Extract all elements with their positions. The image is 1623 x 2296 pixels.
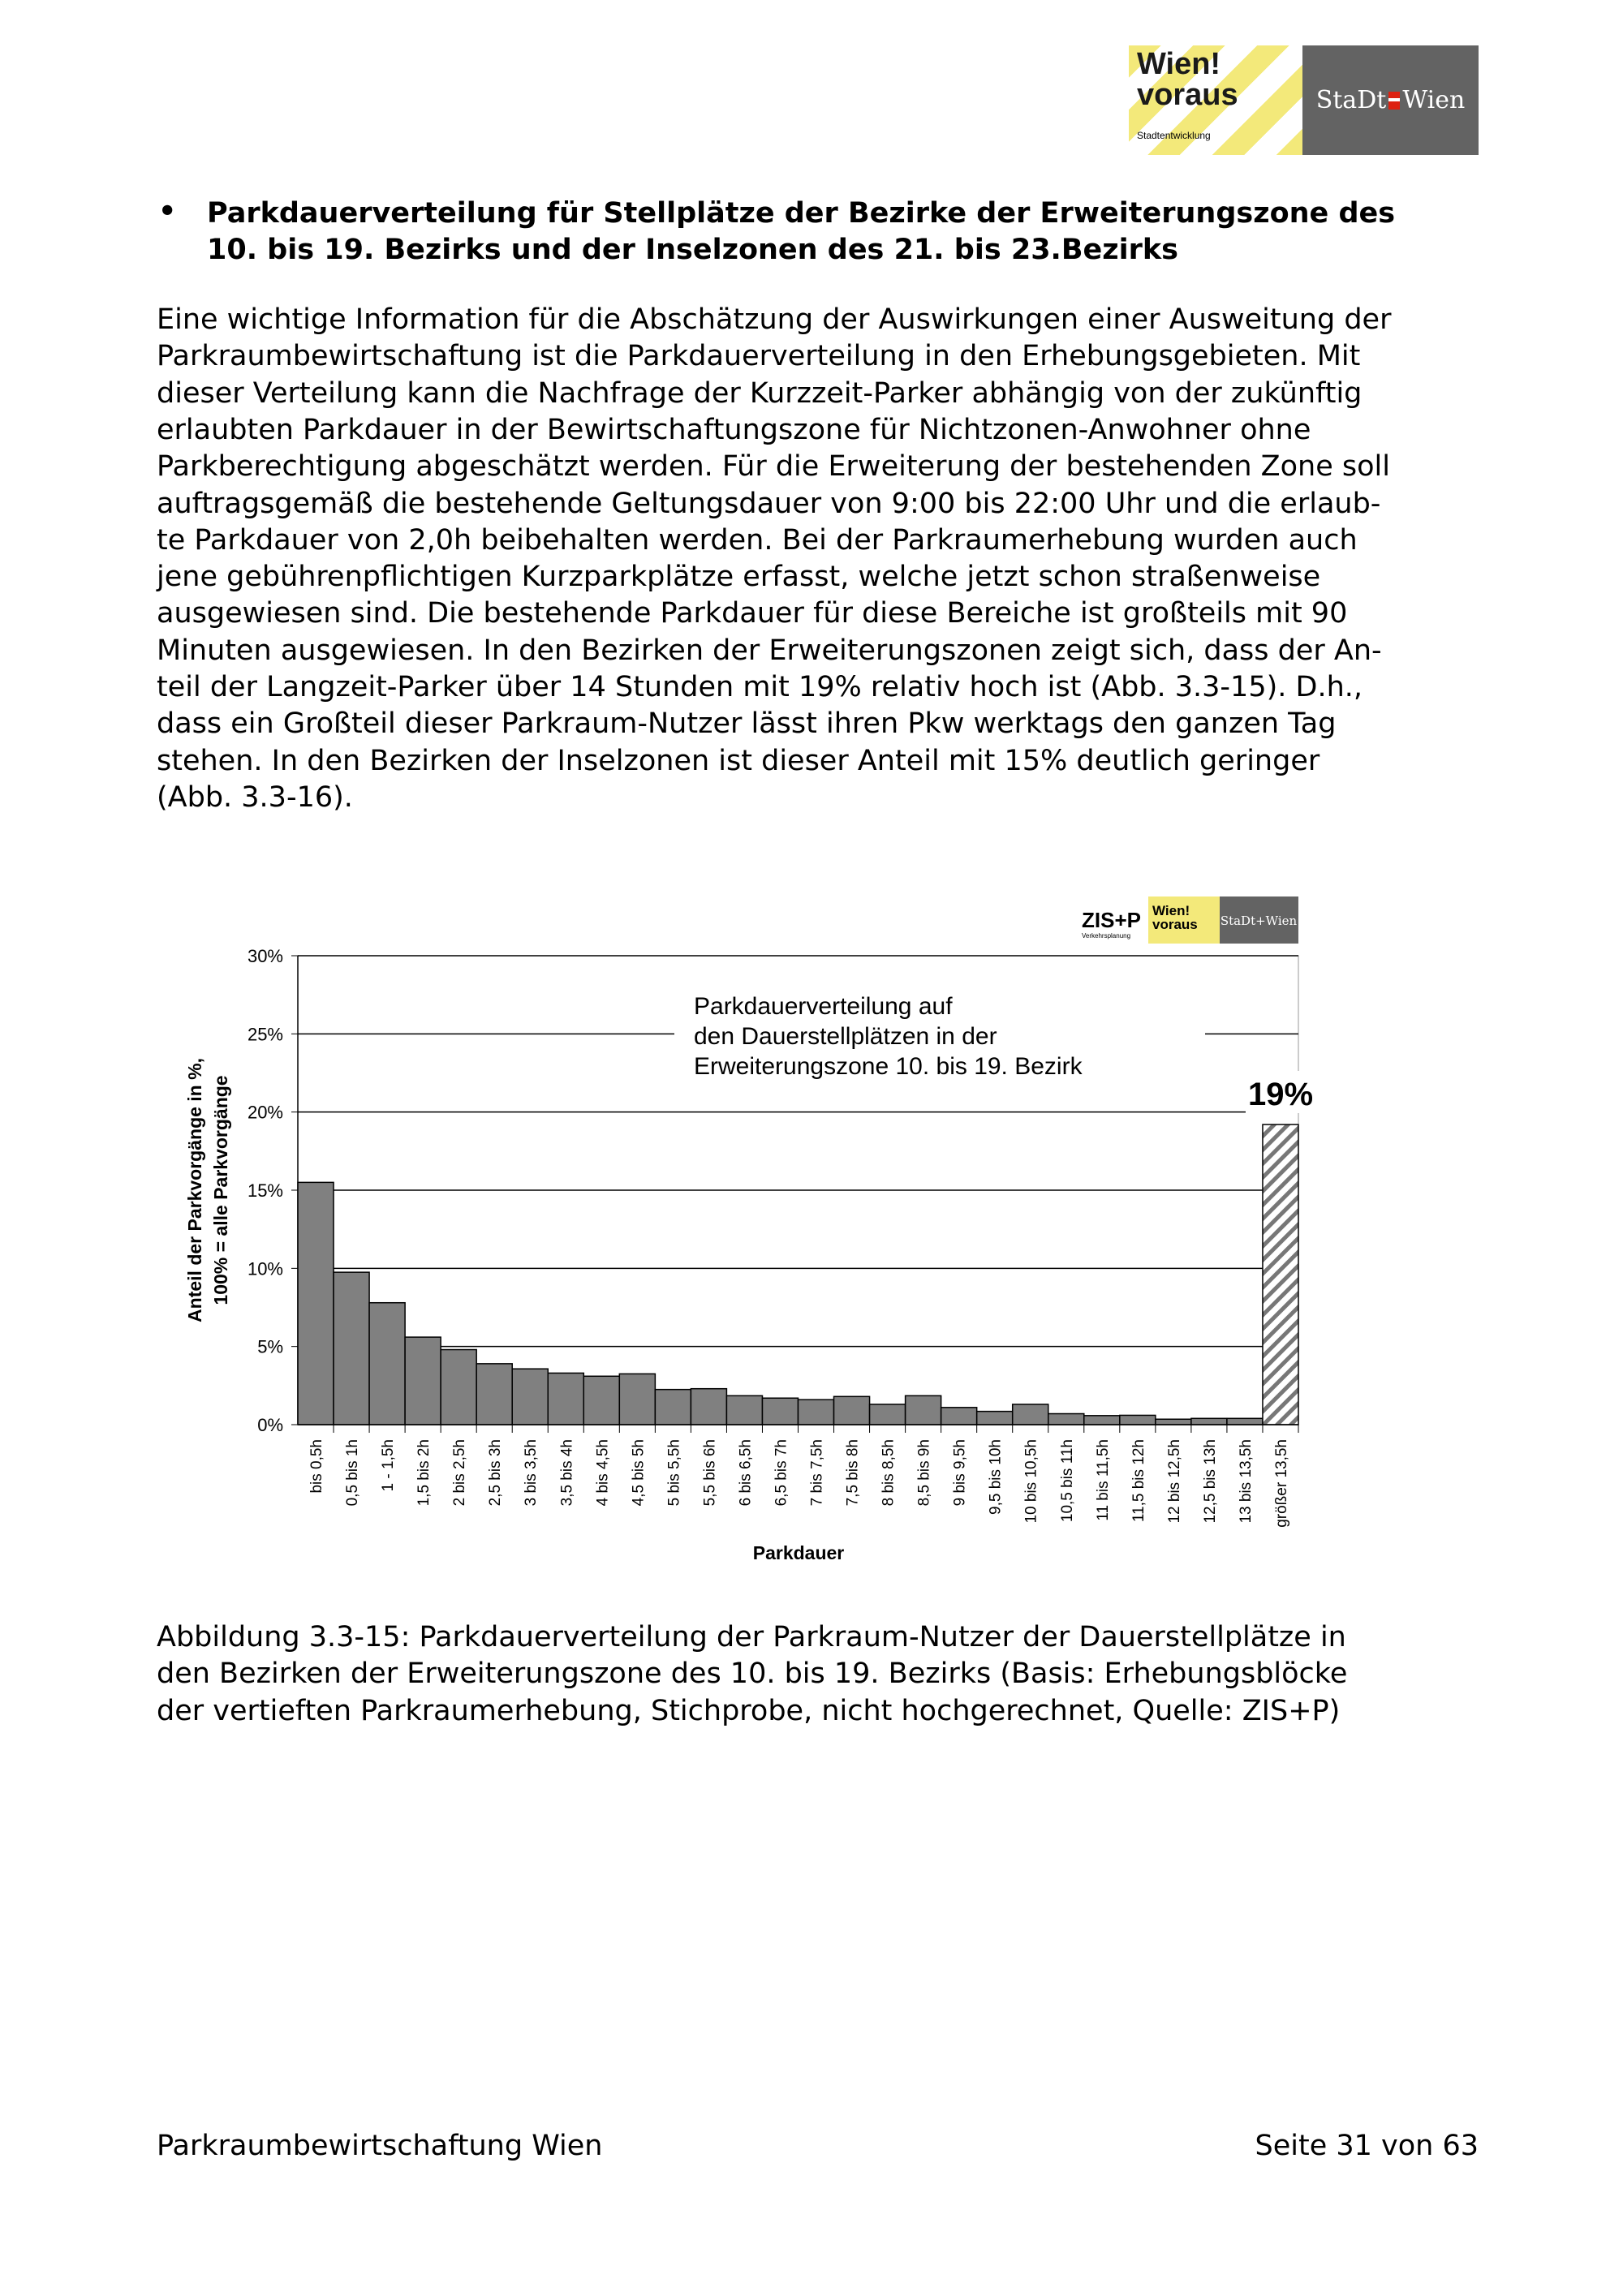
paragraph-line: te Parkdauer von 2,0h beibehalten werden. Bei der Parkraumerhebung wurden auch: [157, 523, 1358, 557]
bar: [691, 1389, 726, 1425]
y-tick-label: 5%: [257, 1336, 283, 1357]
highlight-label: 19%: [1247, 1077, 1314, 1112]
x-tick-label: 12,5 bis 13h: [1201, 1439, 1219, 1524]
chart-title: den Dauerstellplätzen in der: [694, 1023, 997, 1050]
x-tick-label: 1 - 1,5h: [380, 1439, 398, 1492]
logo-city: StaDt: [1315, 86, 1387, 114]
bar: [548, 1373, 583, 1425]
bar: [977, 1412, 1013, 1425]
x-tick-label: 10 bis 10,5h: [1022, 1439, 1040, 1524]
bar: [512, 1369, 548, 1425]
x-tick-label: 11,5 bis 12h: [1130, 1439, 1147, 1523]
bar: [1084, 1416, 1120, 1425]
bar: [799, 1400, 834, 1425]
bar: [1156, 1419, 1191, 1425]
footer-left: Parkraumbewirtschaftung Wien: [157, 2130, 603, 2162]
paragraph-line: Eine wichtige Information für die Abschätzung der Auswirkungen einer Ausweitung der: [157, 303, 1392, 336]
y-tick-label: 0%: [257, 1415, 283, 1435]
voraus-small: voraus: [1152, 917, 1198, 932]
x-tick-label: 3,5 bis 4h: [558, 1439, 576, 1507]
y-tick-label: 25%: [247, 1024, 283, 1045]
bar: [441, 1350, 476, 1425]
bar: [726, 1395, 762, 1425]
x-tick-label: 4,5 bis 5h: [630, 1439, 648, 1507]
bar: [334, 1272, 369, 1425]
x-tick-label: 7 bis 7,5h: [808, 1439, 826, 1507]
x-tick-label: 13 bis 13,5h: [1237, 1439, 1255, 1524]
x-tick-label: 2 bis 2,5h: [451, 1439, 469, 1507]
paragraph-line: erlaubten Parkdauer in der Bewirtschaftungszone für Nichtzonen-Anwohner ohne: [157, 413, 1311, 446]
paragraph-line: Minuten ausgewiesen. In den Bezirken der Erweiterungszonen zeigt sich, dass der An-: [157, 634, 1382, 667]
bar: [941, 1408, 977, 1425]
bar: [1227, 1418, 1263, 1425]
paragraph-line: dass ein Großteil dieser Parkraum-Nutzer lässt ihren Pkw werktags den ganzen Tag: [157, 707, 1337, 741]
zisp-logo: ZIS+P: [1082, 908, 1141, 932]
paragraph-line: auftragsgemäß die bestehende Geltungsdauer von 9:00 bis 22:00 Uhr und die erlaub-: [157, 487, 1381, 520]
chart-title: Erweiterungszone 10. bis 19. Bezirk: [694, 1053, 1083, 1080]
x-tick-label: 9,5 bis 10h: [987, 1439, 1005, 1515]
heading-line: 10. bis 19. Bezirks und der Inselzonen des 21. bis 23.Bezirks: [207, 234, 1178, 266]
bar: [906, 1395, 941, 1425]
x-tick-label: 1,5 bis 2h: [415, 1439, 433, 1507]
y-axis-title: Anteil der Parkvorgänge in %,: [184, 1058, 205, 1322]
bar: [870, 1404, 906, 1425]
x-tick-label: 5,5 bis 6h: [701, 1439, 719, 1507]
x-tick-label: 3 bis 3,5h: [523, 1439, 540, 1507]
page-number: Seite 31 von 63: [1255, 2130, 1479, 2162]
logo-line2: voraus: [1137, 78, 1238, 112]
paragraph-line: Parkraumbewirtschaftung ist die Parkdauerverteilung in den Erhebungsgebieten. Mit: [157, 340, 1361, 373]
y-tick-label: 10%: [247, 1258, 283, 1279]
x-tick-label: größer 13,5h: [1272, 1439, 1290, 1528]
x-tick-label: 6,5 bis 7h: [773, 1439, 790, 1507]
x-tick-label: 8,5 bis 9h: [915, 1439, 933, 1507]
bullet: •: [158, 196, 177, 228]
paragraph-line: Parkberechtigung abgeschätzt werden. Für die Erweiterung der bestehenden Zone soll: [157, 450, 1390, 484]
x-tick-label: 10,5 bis 11h: [1058, 1439, 1076, 1523]
paragraph-line: teil der Langzeit-Parker über 14 Stunden mit 19% relativ hoch ist (Abb. 3.3-15). D.h.,: [157, 671, 1363, 703]
bar: [1191, 1418, 1227, 1425]
bar: [834, 1396, 870, 1425]
y-tick-label: 30%: [247, 946, 283, 966]
x-tick-label: 11 bis 11,5h: [1094, 1439, 1112, 1521]
bar: [762, 1398, 798, 1425]
zisp-logo-sub: Verkehrsplanung: [1082, 932, 1131, 939]
chart-title: Parkdauerverteilung auf: [694, 993, 953, 1020]
x-tick-label: 4 bis 4,5h: [594, 1439, 612, 1507]
paragraph-line: (Abb. 3.3-16).: [157, 780, 353, 814]
bar: [298, 1182, 334, 1425]
paragraph-line: ausgewiesen sind. Die bestehende Parkdauer für diese Bereiche ist großteils mit 90: [157, 597, 1348, 630]
bar: [476, 1364, 512, 1425]
caption-line: den Bezirken der Erweiterungszone des 10. bis 19. Bezirks (Basis: Erhebungsblöcke: [157, 1658, 1348, 1691]
bar-highlight: [1263, 1124, 1298, 1425]
caption-line: Abbildung 3.3-15: Parkdauerverteilung der Parkraum-Nutzer der Dauerstellplätze in: [157, 1621, 1346, 1653]
x-tick-label: 0,5 bis 1h: [344, 1439, 362, 1507]
stadt-wien-small-text: StaDt+Wien: [1220, 914, 1298, 928]
x-tick-label: 5 bis 5,5h: [665, 1439, 683, 1507]
y-tick-label: 15%: [247, 1180, 283, 1201]
x-tick-label: 9 bis 9,5h: [951, 1439, 969, 1507]
bar: [1120, 1415, 1156, 1425]
heading-line: Parkdauerverteilung für Stellplätze der Bezirke der Erweiterungszone des: [207, 197, 1396, 230]
paragraph-line: dieser Verteilung kann die Nachfrage der Kurzzeit-Parker abhängig von der zukünftig: [157, 376, 1363, 410]
wien-small: Wien!: [1152, 903, 1190, 918]
paragraph-line: jene gebührenpflichtigen Kurzparkplätze erfasst, welche jetzt schon straßenweise: [157, 561, 1321, 594]
logo-line1: Wien!: [1137, 47, 1221, 81]
bar: [405, 1337, 441, 1425]
bar: [583, 1376, 619, 1425]
bar: [1048, 1414, 1084, 1425]
x-tick-label: 6 bis 6,5h: [737, 1439, 755, 1507]
paragraph-line: stehen. In den Bezirken der Inselzonen ist dieser Anteil mit 15% deutlich geringer: [157, 744, 1320, 777]
logo-sub: Stadtentwicklung: [1137, 130, 1211, 141]
bar: [655, 1390, 691, 1425]
x-tick-label: 2,5 bis 3h: [487, 1439, 505, 1507]
caption-line: der vertieften Parkraumerhebung, Stichprobe, nicht hochgerechnet, Quelle: ZIS+P): [157, 1694, 1341, 1727]
y-axis-title: 100% = alle Parkvorgänge: [210, 1075, 231, 1305]
logo-city2: Wien: [1402, 86, 1466, 114]
x-tick-label: 8 bis 8,5h: [880, 1439, 898, 1507]
bar: [619, 1374, 655, 1425]
y-tick-label: 20%: [247, 1102, 283, 1123]
x-tick-label: 7,5 bis 8h: [844, 1439, 862, 1507]
x-tick-label: 12 bis 12,5h: [1165, 1439, 1183, 1524]
x-tick-label: bis 0,5h: [308, 1439, 326, 1494]
x-axis-title: Parkdauer: [752, 1542, 845, 1563]
bar: [1013, 1404, 1048, 1425]
bar: [369, 1303, 405, 1425]
